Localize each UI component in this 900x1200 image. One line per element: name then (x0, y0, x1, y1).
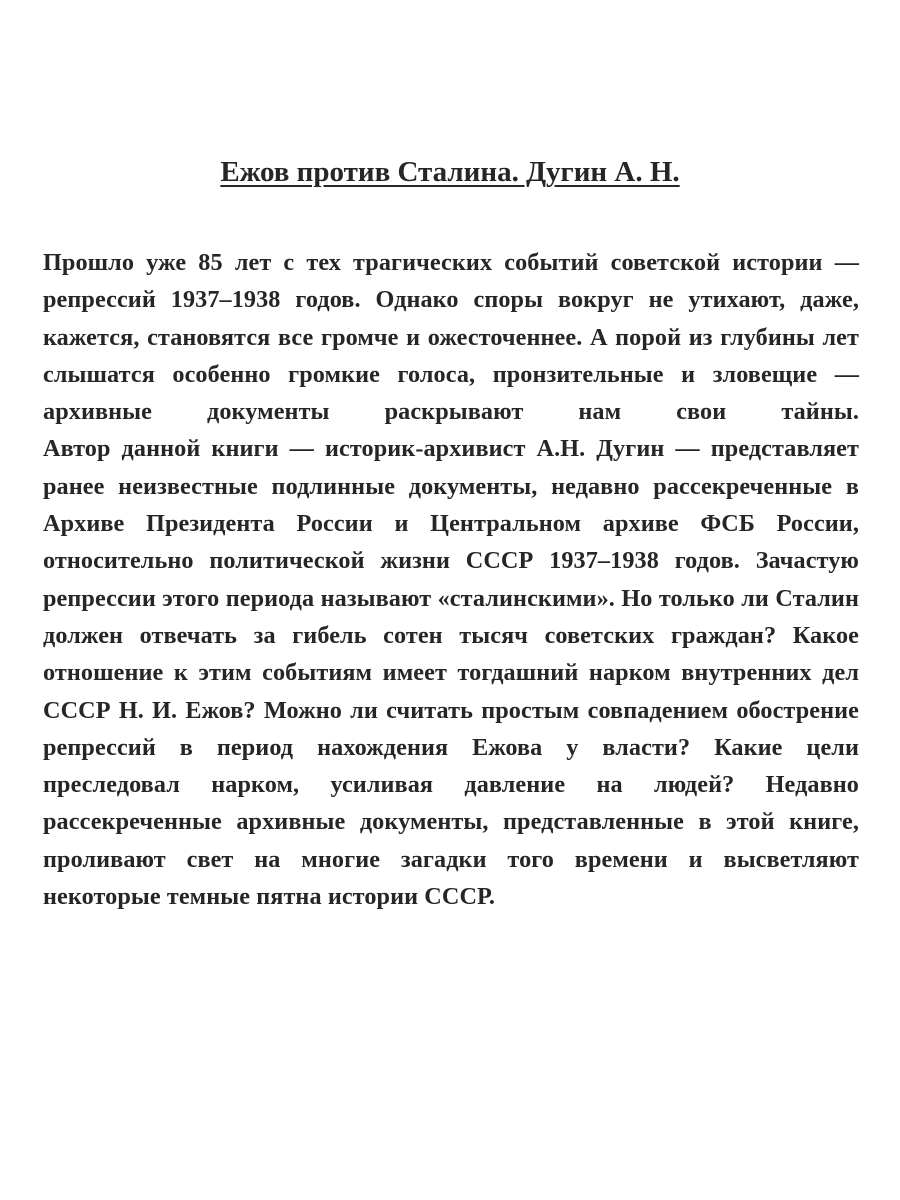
paragraph-intro: Прошло уже 85 лет с тех трагических событий советской истории — репрессий 1937–1938 годов. Однако споры вокруг не утихают, даже, кажется, становятся все громче и ожесточеннее. А порой из глубины лет слышатся особенно громкие голоса, пронзительные и зловещие — архивные документы раскрывают нам свои тайны. (43, 249, 859, 426)
document-body (43, 244, 859, 915)
paragraph-description: Автор данной книги — историк-архивист А.Н. Дугин — представляет ранее неизвестные подлинные документы, недавно рассекреченные в Архиве Президента России и Центральном архиве ФСБ России, относительно политической жизни СССР 1937–1938 годов. Зачастую репрессии этого периода называют «сталинскими». Но только ли Сталин должен отвечать за гибель сотен тысяч советских граждан? Какое отношение к этим событиям имеет тогдашний нарком внутренних дел СССР Н. И. Ежов? Можно ли считать простым совпадением обострение репрессий в период нахождения Ежова у власти? Какие цели преследовал нарком, усиливая давление на людей? Недавно рассекреченные архивные документы, представленные в этой книге, проливают свет на многие загадки того времени и высветляют некоторые темные пятна истории СССР. (43, 435, 859, 911)
document-title: Ежов против Сталина. Дугин А. Н. (220, 156, 680, 188)
